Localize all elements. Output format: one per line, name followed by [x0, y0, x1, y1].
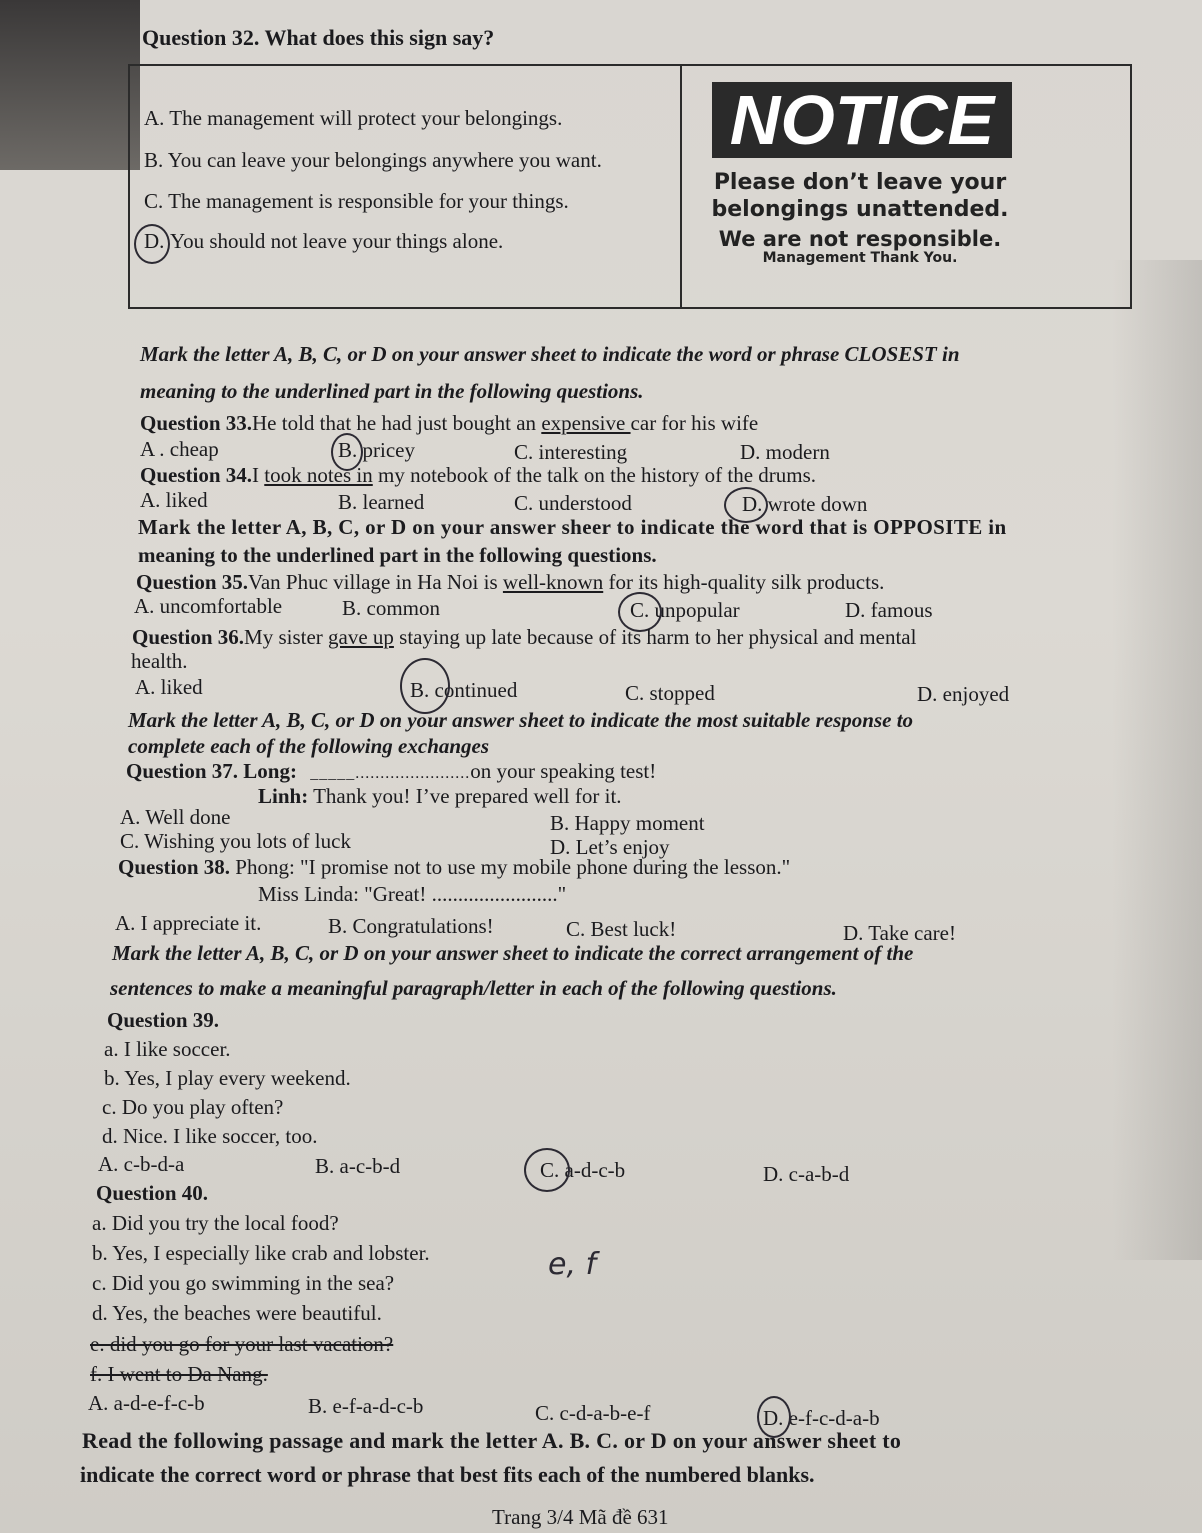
background-shadow [0, 0, 140, 170]
section-opposite-line2: meaning to the underlined part in the following questions. [138, 543, 657, 567]
answer-circle-q32 [134, 224, 170, 264]
q35-underlined: well-known [502, 570, 604, 594]
q37-option-c: C. Wishing you lots of luck [120, 829, 351, 853]
q35-pre: Van Phuc village in Ha Noi is [248, 570, 503, 594]
q34-label: Question 34. [140, 463, 253, 487]
section-read-line2: indicate the correct word or phrase that best fits each of the numbered blanks. [80, 1462, 815, 1487]
q33-pre: He told that he had just bought an [252, 411, 542, 435]
q32-title: Question 32. What does this sign say? [142, 25, 495, 50]
q33-stem [140, 413, 758, 434]
section-read-line1: Read the following passage and mark the letter A. B. C. or D on your answer sheet to [82, 1428, 902, 1453]
q37-reply [258, 786, 622, 807]
q34-pre: I [252, 463, 265, 487]
q39-label: Question 39. [107, 1008, 220, 1032]
q39-sentence-a: a. I like soccer. [104, 1037, 231, 1061]
q34-stem [140, 465, 816, 486]
q40-label: Question 40. [96, 1181, 209, 1205]
q32-option-c: C. The management is responsible for your things. [144, 189, 569, 213]
q39-option-a: A. c-b-d-a [98, 1152, 185, 1176]
q33-underlined: expensive [541, 411, 631, 435]
q37-option-a: A. Well done [120, 805, 231, 829]
q40-option-c: C. c-d-a-b-e-f [535, 1401, 651, 1425]
q38-option-d: D. Take care! [843, 921, 956, 945]
q35-option-b: B. common [342, 596, 440, 620]
q37-reply-name: Linh: [258, 784, 309, 808]
notice-sign-line4: Management Thank You. [762, 250, 958, 266]
q35-option-a: A. uncomfortable [134, 594, 283, 618]
q37-option-b: B. Happy moment [550, 811, 705, 835]
q36-option-c: C. stopped [625, 681, 715, 705]
q37-label: Question 37. Long: [126, 759, 297, 783]
q36-underlined: gave up [328, 625, 394, 649]
q37-stem [126, 761, 656, 782]
q33-option-d: D. modern [740, 440, 830, 464]
q40-option-d: D. e-f-c-d-a-b [763, 1406, 880, 1430]
q34-post: my notebook of the talk on the history of the drums. [372, 463, 817, 487]
q32-option-a: A. The management will protect your belongings. [144, 106, 563, 130]
q40-sentence-c: c. Did you go swimming in the sea? [92, 1271, 395, 1295]
q38-stem [118, 857, 790, 878]
q36-option-b: B. continued [410, 678, 518, 702]
q32-option-d: You should not leave your things alone. [170, 229, 504, 253]
q38-label: Question 38. [118, 855, 231, 879]
q40-sentence-a: a. Did you try the local food? [92, 1211, 339, 1235]
q36-pre: My sister [244, 625, 329, 649]
q39-sentence-c: c. Do you play often? [102, 1095, 284, 1119]
q35-label: Question 35. [136, 570, 249, 594]
q40-sentence-f: f. I went to Da Nang. [90, 1362, 268, 1386]
q34-option-d: D. wrote down [742, 492, 868, 516]
q33-option-b: B. pricey [338, 438, 415, 462]
q33-option-a: A . cheap [140, 437, 219, 461]
answer-circle-q39 [524, 1148, 570, 1192]
q38-line2: Miss Linda: "Great! ........................" [258, 882, 567, 906]
q36-stem [132, 627, 916, 648]
q32-table-divider [680, 64, 682, 309]
background-shadow-right [1112, 260, 1202, 1260]
notice-sign-line2: belongings unattended. [711, 197, 1009, 222]
q37-reply-text: Thank you! I’ve prepared well for it. [308, 784, 622, 808]
q40-option-b: B. e-f-a-d-c-b [308, 1394, 424, 1418]
q35-post: for its high-quality silk products. [603, 570, 885, 594]
q34-underlined: took notes in [264, 463, 373, 487]
q36-label: Question 36. [132, 625, 245, 649]
q37-blank: _____....................... [310, 765, 471, 782]
q36-continuation: health. [131, 649, 188, 673]
q37-post: on your speaking test! [470, 759, 657, 783]
handwritten-note: e, f [548, 1247, 597, 1282]
q35-option-c: C. unpopular [630, 598, 740, 622]
q36-option-a: A. liked [135, 675, 203, 699]
q39-option-d: D. c-a-b-d [763, 1162, 850, 1186]
notice-sign-line1: Please don’t leave your [713, 170, 1007, 195]
q33-post: car for his wife [630, 411, 759, 435]
notice-sign-heading: NOTICE [712, 82, 1012, 158]
q40-sentence-d: d. Yes, the beaches were beautiful. [92, 1301, 382, 1325]
section-opposite-line1: Mark the letter A, B, C, or D on your answer sheer to indicate the word that is OPPOSITE in [138, 515, 1007, 539]
q32-option-d-letter: D. [144, 229, 165, 253]
q32-option-b: B. You can leave your belongings anywhere you want. [144, 148, 602, 172]
section-closest-line1: Mark the letter A, B, C, or D on your answer sheet to indicate the word or phrase CLOSEST in [140, 342, 960, 366]
q40-sentence-e: e. did you go for your last vacation? [90, 1332, 394, 1356]
section-response-line2: complete each of the following exchanges [128, 734, 490, 758]
q34-option-b: B. learned [338, 490, 425, 514]
q34-option-a: A. liked [140, 488, 208, 512]
q38-line1: Phong: "I promise not to use my mobile phone during the lesson." [230, 855, 791, 879]
q39-option-c: C. a-d-c-b [540, 1158, 626, 1182]
q36-option-d: D. enjoyed [917, 682, 1010, 706]
q33-label: Question 33. [140, 411, 253, 435]
page-footer: Trang 3/4 Mã đề 631 [492, 1505, 669, 1529]
q34-option-c: C. understood [514, 491, 632, 515]
q37-option-d: D. Let’s enjoy [550, 835, 670, 859]
section-closest-line2: meaning to the underlined part in the following questions. [140, 379, 644, 403]
q38-option-c: C. Best luck! [566, 917, 677, 941]
answer-circle-q36 [400, 658, 450, 714]
q38-option-a: A. I appreciate it. [115, 911, 262, 935]
q35-stem [136, 572, 884, 593]
section-response-line1: Mark the letter A, B, C, or D on your answer sheet to indicate the most suitable response to [128, 708, 914, 732]
q33-option-c: C. interesting [514, 440, 628, 464]
q36-post: staying up late because of its harm to her physical and mental [393, 625, 917, 649]
q39-option-b: B. a-c-b-d [315, 1154, 401, 1178]
q35-option-d: D. famous [845, 598, 933, 622]
q39-sentence-b: b. Yes, I play every weekend. [104, 1066, 351, 1090]
notice-sign-line3: We are not responsible. [718, 227, 1002, 251]
section-arrange-line2: sentences to make a meaningful paragraph/letter in each of the following questions. [110, 976, 837, 1000]
q39-sentence-d: d. Nice. I like soccer, too. [102, 1124, 318, 1148]
q40-option-a: A. a-d-e-f-c-b [88, 1391, 205, 1415]
q40-sentence-b: b. Yes, I especially like crab and lobster. [92, 1241, 430, 1265]
q38-option-b: B. Congratulations! [328, 914, 494, 938]
section-arrange-line1: Mark the letter A, B, C, or D on your answer sheet to indicate the correct arrangement of the [112, 941, 914, 965]
